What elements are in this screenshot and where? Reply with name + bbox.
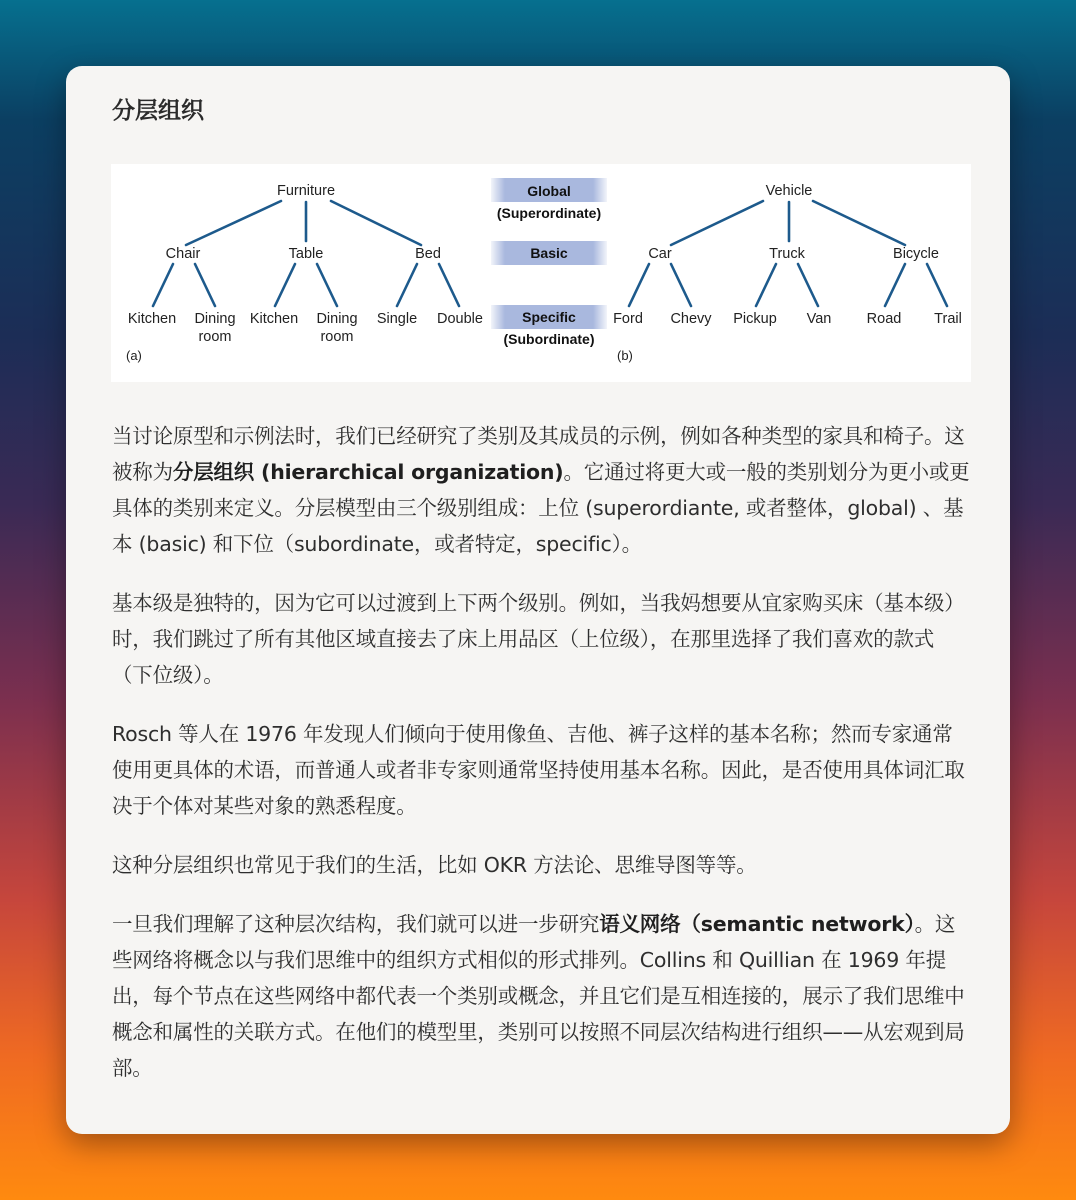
paragraph-text: 当讨论原型和示例法时，我们已经研究了类别及其成员的示例，例如各种类型的家具和椅子。这被称为 bbox=[112, 424, 965, 484]
tree-node-basic: Truck bbox=[769, 246, 805, 262]
tree-node-specific: Kitchen bbox=[127, 311, 177, 327]
bold-term: 语义网络（semantic network） bbox=[599, 912, 915, 936]
edge bbox=[885, 264, 905, 306]
page-title: 分层组织 bbox=[112, 98, 204, 124]
edge bbox=[671, 201, 763, 245]
tree-node-root: Vehicle bbox=[765, 183, 813, 199]
edge bbox=[317, 264, 337, 306]
article-card bbox=[66, 66, 1010, 1134]
specific-level-label: Specific bbox=[522, 309, 576, 325]
panel-label-a: (a) bbox=[126, 348, 142, 363]
tree-node-specific: Single bbox=[376, 311, 418, 327]
edge bbox=[629, 264, 649, 306]
edge bbox=[195, 264, 215, 306]
superordinate-label: (Superordinate) bbox=[496, 205, 602, 221]
paragraph-2: 基本级是独特的，因为它可以过渡到上下两个级别。例如，当我妈想要从宜家购买床（基本级）时，我们跳过了所有其他区域直接去了床上用品区（上位级），在那里选择了我们喜欢的款式（下位级）。 bbox=[112, 591, 965, 687]
basic-level-label: Basic bbox=[530, 245, 568, 261]
paragraph-5 bbox=[112, 906, 972, 1086]
tree-node-basic: Car bbox=[648, 246, 672, 262]
paragraph-4: 这种分层组织也常见于我们的生活，比如 OKR 方法论、思维导图等等。 bbox=[112, 853, 757, 877]
hierarchy-diagram bbox=[111, 164, 971, 382]
article-body bbox=[112, 418, 972, 1109]
tree-node-root: Furniture bbox=[276, 183, 336, 199]
paragraph-text: 。这些网络将概念以与我们思维中的组织方式相似的形式排列。Collins 和 Quillian 在 1969 年提出，每个节点在这些网络中都代表一个类别或概念，并且它们是互相连接的，展示了我们思维中概念和属性的关联方式。在他们的模型里，类别可以按照不同层次结构进行组织——从宏观到局部。 bbox=[112, 912, 965, 1080]
hierarchy-figure bbox=[111, 164, 971, 382]
edge bbox=[756, 264, 776, 306]
edge bbox=[331, 201, 421, 245]
tree-node-specific: Double bbox=[437, 311, 483, 327]
paragraph-text: 一旦我们理解了这种层次结构，我们就可以进一步研究 bbox=[112, 912, 600, 936]
tree-node-specific: Van bbox=[806, 311, 832, 327]
tree-node-specific: Pickup bbox=[733, 311, 777, 327]
tree-node-specific: Chevy bbox=[670, 311, 712, 327]
tree-node-specific: room bbox=[198, 329, 232, 345]
tree-node-specific: Kitchen bbox=[249, 311, 299, 327]
edge bbox=[153, 264, 173, 306]
global-level-label: Global bbox=[527, 183, 571, 199]
paragraph-1 bbox=[112, 418, 972, 562]
panel-label-b: (b) bbox=[617, 348, 633, 363]
tree-node-specific: Road bbox=[866, 311, 902, 327]
edge bbox=[927, 264, 947, 306]
paragraph-3: Rosch 等人在 1976 年发现人们倾向于使用像鱼、吉他、裤子这样的基本名称；然而专家通常使用更具体的术语，而普通人或者非专家则通常坚持使用基本名称。因此，是否使用具体词汇取决于个体对某些对象的熟悉程度。 bbox=[112, 722, 965, 818]
bold-term: 分层组织 (hierarchical organization) bbox=[172, 460, 564, 484]
tree-node-basic: Bed bbox=[415, 246, 441, 262]
tree-node-basic: Bicycle bbox=[893, 246, 939, 262]
tree-node-specific: Dining bbox=[194, 311, 236, 327]
tree-node-specific: Dining bbox=[316, 311, 358, 327]
tree-node-specific: Trail bbox=[934, 311, 962, 327]
edge bbox=[671, 264, 691, 306]
paragraph-text: 。它通过将更大或一般的类别划分为更小或更具体的类别来定义。分层模型由三个级别组成：上位 (superordiante, 或者整体，global) 、基本 (basic) 和下位（subordinate，或者特定，specific）。 bbox=[112, 460, 970, 556]
tree-node-basic: Table bbox=[288, 246, 324, 262]
tree-node-specific: room bbox=[320, 329, 354, 345]
subordinate-label: (Subordinate) bbox=[503, 331, 595, 347]
tree-node-specific: Ford bbox=[613, 311, 643, 327]
edge bbox=[813, 201, 905, 245]
edge bbox=[275, 264, 295, 306]
edge bbox=[798, 264, 818, 306]
edge bbox=[397, 264, 417, 306]
edge bbox=[186, 201, 281, 245]
edge bbox=[439, 264, 459, 306]
tree-node-basic: Chair bbox=[165, 246, 201, 262]
